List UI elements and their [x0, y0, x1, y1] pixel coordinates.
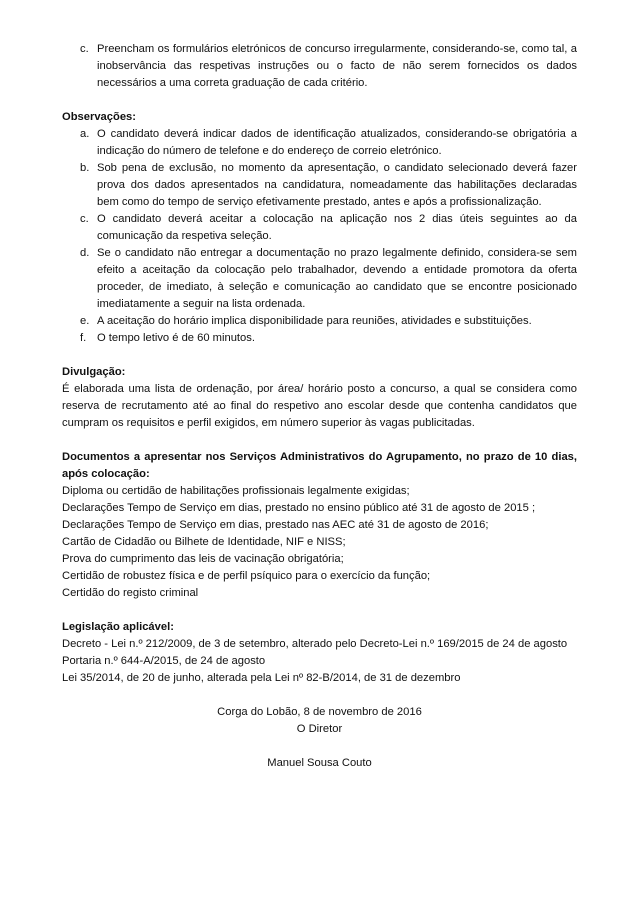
list-item	[62, 245, 577, 313]
signature-place-date: Corga do Lobão, 8 de novembro de 2016	[217, 706, 422, 718]
legislacao-heading: Legislação aplicável:	[62, 621, 174, 633]
list-text: Se o candidato não entregar a documentação no prazo legalmente definido, considera-se sem efeito a aceitação da colocação pelo trabalhador, devendo a entidade promotora da oferta proceder, de imediato, à seleção e comunicação ao candidato que se encontre posicionado imediatamente a seguir na lista ordenada.	[97, 247, 577, 310]
list-marker: e.	[80, 315, 90, 327]
divulgacao-section	[62, 364, 577, 432]
signature-gap	[62, 738, 577, 755]
documentos-line: Declarações Tempo de Serviço em dias, prestado nas AEC até 31 de agosto de 2016;	[62, 519, 489, 531]
documentos-section	[62, 449, 577, 602]
list-item	[62, 313, 577, 330]
list-item	[62, 160, 577, 211]
list-top	[62, 41, 577, 92]
list-text: O tempo letivo é de 60 minutos.	[97, 332, 255, 344]
list-marker: a.	[80, 128, 90, 140]
list-item	[62, 330, 577, 347]
list-marker: b.	[80, 162, 90, 174]
list-text: Preencham os formulários eletrónicos de concurso irregularmente, considerando-se, como tal, a inobservância das respetivas instruções ou o facto de não serem fornecidos os dados necessários a uma correta graduação de cada critério.	[97, 43, 577, 89]
list-marker: f.	[80, 332, 87, 344]
legislacao-line: Lei 35/2014, de 20 de junho, alterada pela Lei nº 82-B/2014, de 31 de dezembro	[62, 672, 461, 684]
documentos-line: Certidão do registo criminal	[62, 587, 199, 599]
legislacao-line: Portaria n.º 644-A/2015, de 24 de agosto	[62, 655, 266, 667]
list-marker: c.	[80, 43, 89, 55]
list-item	[62, 41, 577, 92]
list-text: O candidato deverá aceitar a colocação na aplicação nos 2 dias úteis seguintes ao da comunicação da respetiva seleção.	[97, 213, 577, 242]
list-item	[62, 211, 577, 245]
documentos-line: Cartão de Cidadão ou Bilhete de Identidade, NIF e NISS;	[62, 536, 346, 548]
list-item	[62, 126, 577, 160]
divulgacao-heading: Divulgação:	[62, 366, 126, 378]
observacoes-list	[62, 126, 577, 347]
document-page	[62, 41, 577, 772]
list-marker: d.	[80, 247, 90, 259]
list-text: O candidato deverá indicar dados de identificação atualizados, considerando-se obrigatória a indicação do número de telefone e do endereço de correio eletrónico.	[97, 128, 577, 157]
signature-role: O Diretor	[296, 723, 343, 735]
documentos-heading: Documentos a apresentar nos Serviços Administrativos do Agrupamento, no prazo de 10 dias, após colocação:	[62, 451, 577, 480]
observacoes-heading: Observações:	[62, 111, 137, 123]
signature-name: Manuel Sousa Couto	[267, 757, 372, 769]
signature-block	[62, 704, 577, 772]
divulgacao-paragraph: É elaborada uma lista de ordenação, por área/ horário posto a concurso, a qual se considera como reserva de recrutamento até ao final do respetivo ano escolar desde que contenha candidatos que cumpram os requisitos e perfil exigidos, em número superior às vagas publicitadas.	[62, 383, 577, 429]
documentos-line: Prova do cumprimento das leis de vacinação obrigatória;	[62, 553, 344, 565]
documentos-line: Certidão de robustez física e de perfil psíquico para o exercício da função;	[62, 570, 431, 582]
list-marker: c.	[80, 213, 89, 225]
legislacao-section	[62, 619, 577, 687]
list-text: A aceitação do horário implica disponibilidade para reuniões, atividades e substituições.	[97, 315, 532, 327]
observacoes-section	[62, 109, 577, 347]
legislacao-line: Decreto - Lei n.º 212/2009, de 3 de setembro, alterado pelo Decreto-Lei n.º 169/2015 de 24 de agosto	[62, 638, 568, 650]
documentos-line: Declarações Tempo de Serviço em dias, prestado no ensino público até 31 de agosto de 2015 ;	[62, 502, 536, 514]
documentos-line: Diploma ou certidão de habilitações profissionais legalmente exigidas;	[62, 485, 410, 497]
list-text: Sob pena de exclusão, no momento da apresentação, o candidato selecionado deverá fazer prova dos dados apresentados na candidatura, nomeadamente das habilitações declaradas bem como do tempo de serviço efetivamente prestado, antes e após a profissionalização.	[97, 162, 577, 208]
